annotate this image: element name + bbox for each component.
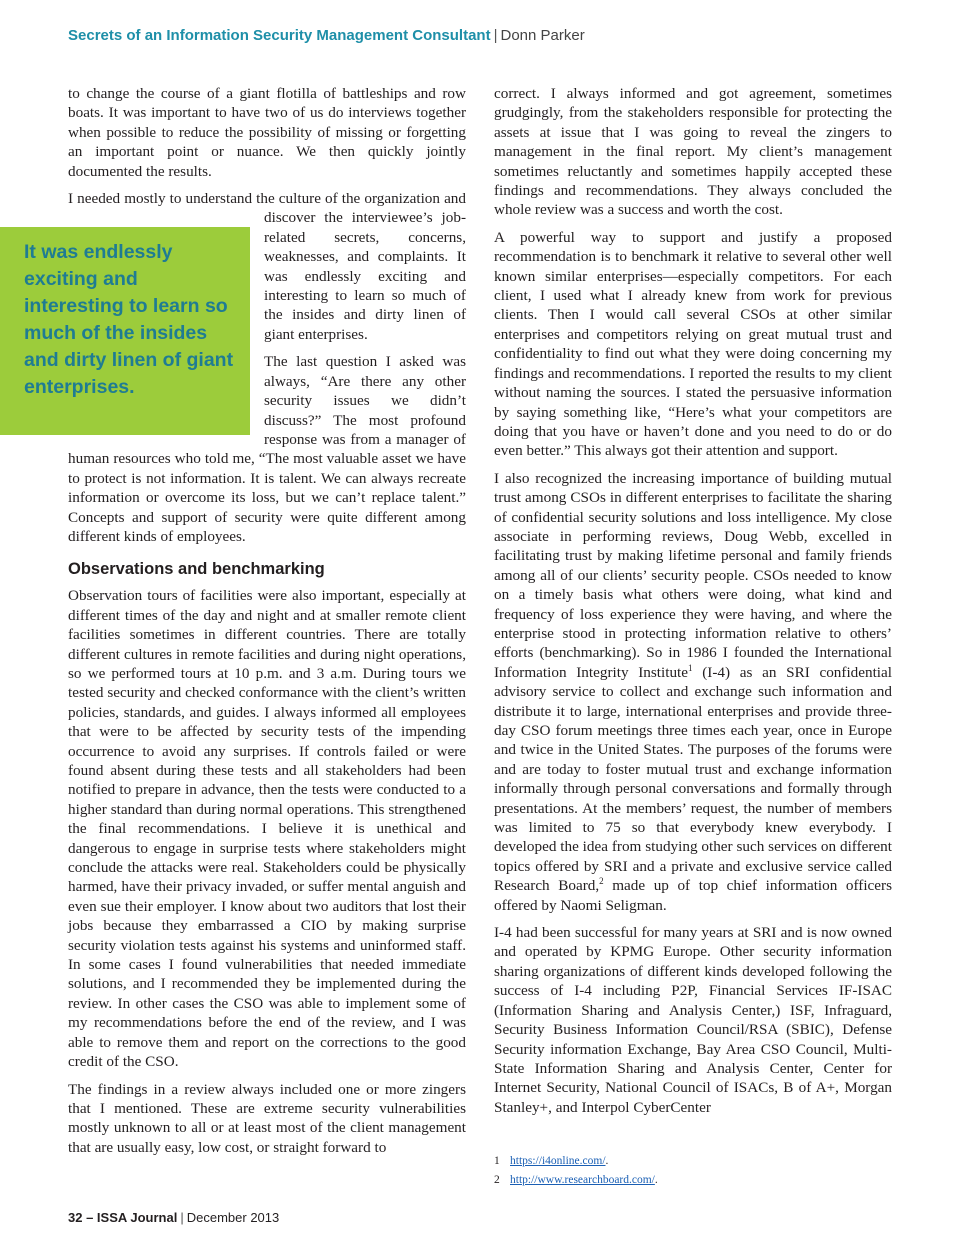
right-column: [494, 84, 892, 1125]
right-paragraph-3-part-2: (I-4) as an SRI confidential advisory service to collect and exchange such information and distribute it to large, international enterprises and provide three-day CSO forum meetings three times each year, once in Europe and twice in the United States. The purposes of the forums were and are today to foster mutual trust and exchange information informally through personal conversations and formally through presentations. At the members’ request, the number of members was limited to 75 so that everybody knew everybody. I developed the idea from studying other such services on different topics offered by SRI and a private and exclusive service called Research Board,: [494, 663, 892, 895]
left-paragraph-1: to change the course of a giant flotilla of battleships and row boats. It was important to have two of us do interviews together when possible to reduce the possibility of missing or forgetting an important point or nuance. We then quickly jointly documented the results.: [68, 85, 466, 180]
issue-date: December 2013: [186, 1210, 280, 1225]
footnote-2: [494, 1171, 892, 1190]
footnote-ref-2[interactable]: 2: [599, 876, 604, 887]
page-number-journal: 32 – ISSA Journal: [68, 1210, 178, 1225]
footnote-ref-1[interactable]: 1: [688, 662, 693, 673]
right-paragraph-1: correct. I always informed and got agreement, sometimes grudgingly, from the stakeholders responsible for protecting the assets at issue that I was going to reveal the zingers to management in the final report. My client’s management sometimes reluctantly and sometimes happily accepted these findings and recommendations. They always concluded the whole review was a success and worth the cost.: [494, 85, 892, 219]
left-paragraph-2: I needed mostly to understand the culture of the organization and discover the interviewee’s job-related secrets, concerns, weaknesses, and complaints. It was endlessly exciting and interesting to learn so much of the insides and dirty linen of giant enterprises.: [68, 190, 466, 343]
right-paragraph-3-part-3: made up of top chief information officers offered by Naomi Seligman.: [494, 877, 892, 914]
header-separator: |: [493, 27, 498, 44]
left-column: [24, 84, 466, 1165]
footnote-trailing-period: .: [654, 1174, 658, 1186]
footnote-link-researchboard[interactable]: http://www.researchboard.com/: [510, 1174, 655, 1186]
left-paragraph-5: The findings in a review always included one or more zingers that I mentioned. These are extreme security vulnerabilities mostly unknown to all or at least most of the client management that are usually easy, low cost, or straight forward to: [68, 1080, 466, 1156]
publication-series-title: Secrets of an Information Security Management Consultant: [68, 27, 491, 44]
footnote-number: 2: [494, 1174, 500, 1186]
author-name: Donn Parker: [500, 27, 585, 44]
footnote-link-i4online[interactable]: https://i4online.com/: [510, 1155, 606, 1167]
section-heading: Observations and benchmarking: [68, 560, 325, 579]
footnote-number: 1: [494, 1155, 500, 1167]
right-paragraph-3: [494, 469, 892, 915]
left-paragraph-4: Observation tours of facilities were also important, especially at different times of the day and night and at smaller remote client facilities sometimes in different countries. There are totally different cultures in remote facilities and during night operations, so we performed tours at 10 p.m. and 3 a.m. During tours we tested security and checked conformance with the client’s written policies, standards, and guides. I always informed all employees that were to be affected by security tests of the impending occurrence to avoid any surprises. If controls failed or were found absent during these tests and all stakeholders had been notified to prepare in advance, then the tests were conducted to a higher standard than during normal operations. This strengthened the final recommendations. I believe it is unethical and dangerous to engage in surprise tests where stakeholders might conclude the attacks were real. Stakeholders could be physically harmed, have their privacy invaded, or suffer mental anguish and even sue their employer. I know about two auditors that lost their jobs because they embarrassed a CIO by making surprise security violation tests against his systems and uninformed staff. In some cases I found vulnerabilities that needed immediate solutions, and I recommended they be implemented during the review. In other cases the CSO was able to implement some of my recommendations before the end of the review, and I was able to remove them and report on the corrections to the good credit of the CSO.: [68, 587, 466, 1071]
pull-quote: It was endlessly exciting and interesting to learn so much of the insides and dirty linen of giant enterprises.: [0, 227, 250, 435]
right-paragraph-3-part-1: I also recognized the increasing importance of building mutual trust among CSOs in different enterprises to facilitate the sharing of confidential security solutions and loss intelligence. My close associate in performing reviews, Doug Webb, excelled in facilitating trust by making lifetime personal and family friends among all of our clients’ security people. CSOs needed to know on a timely basis what others were doing, what kind and frequency of loss experience they were having, and where the enterprise stood in protecting information relative to others’ efforts (benchmarking). So in 1986 I founded the International Information Integrity Institute: [494, 469, 892, 681]
right-paragraph-4: I-4 had been successful for many years at SRI and is now owned and operated by KPMG Europe. Other security information sharing organizations of different kinds developed following the success of I-4 including P2P, Financial Services IF-ISAC (Information Sharing and Analysis Center,) ISF, Infraguard, Security Business Information Council/RSA (SBIC), Defense Security information Exchange, Bay Area CSO Council, Multi-State Information Sharing and Analysis Center, Center for Internet Security, National Council of ISACs, B of A+, Morgan Stanley+, and Interpol CyberCenter: [494, 924, 892, 1116]
page-footer: [68, 1210, 279, 1225]
footnote-trailing-period: .: [605, 1155, 609, 1167]
running-header: [68, 26, 908, 46]
left-paragraph-3: The last question I asked was always, “Are there any other security issues we didn’t discuss?” The most profound response was from a manager of human resources who told me, “The most valuable asset we have to protect is not information. It is talent. We can always recreate information or overcome its loss, but we can’t replace talent.” Concepts and support of security were quite different among different kinds of employees.: [68, 353, 466, 545]
footnotes: [494, 1152, 892, 1190]
footer-separator: |: [180, 1210, 184, 1225]
right-paragraph-2: A powerful way to support and justify a proposed recommendation is to benchmark it relative to several other well known similar enterprises—especially competitors. For each client, I used what I already knew from work for previous clients. Then I would call several CSOs at other similar enterprises and competitors relying on great mutual trust and confidentiality to find out what they were doing concerning my findings and recommendations. I reported the results to my client without naming the sources. I stated the persuasive information by saying something like, “Here’s what your competitors are doing that you have or haven’t done and you need to do or do even better.” This always got their attention and support.: [494, 228, 892, 460]
footnote-1: [494, 1152, 892, 1171]
